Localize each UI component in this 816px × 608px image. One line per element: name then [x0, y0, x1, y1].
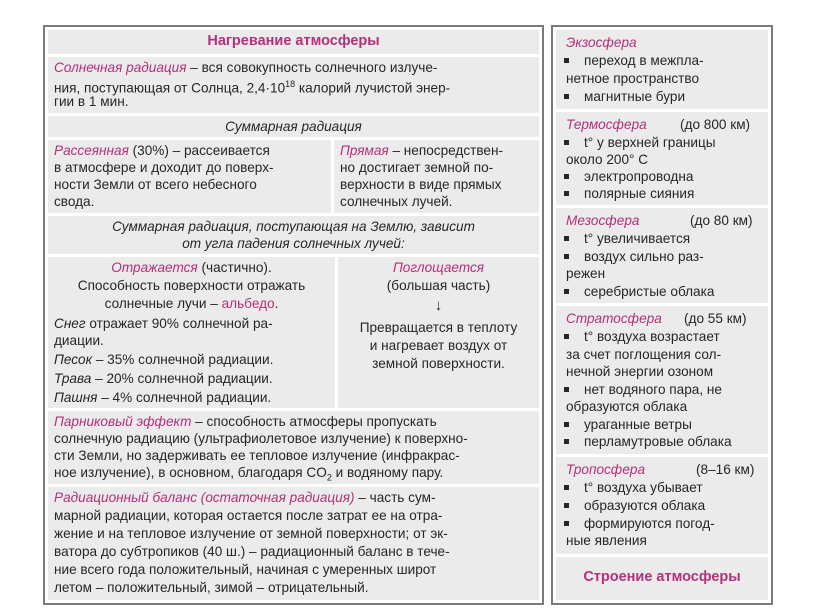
bullet-icon [564, 503, 569, 508]
co2-subscript: 2 [326, 472, 332, 483]
title-cell [48, 30, 539, 54]
reflected-text-4: отражает 90% солнечной ра- [85, 316, 273, 331]
thermosphere-item-2: электропроводна [584, 169, 694, 184]
total-radiation-header [48, 116, 539, 137]
solar-text-2b: калорий лучистой энер- [295, 80, 451, 96]
bullet-icon [564, 521, 569, 526]
scattered-text-1: (30%) – рассеивается [128, 143, 270, 158]
greenhouse-cell [48, 411, 539, 484]
reflected-text-6: – 35% солнечной радиации. [92, 352, 274, 367]
reflected-line-6 [54, 351, 273, 368]
solar-exponent: 18 [285, 79, 296, 89]
greenhouse-line-1 [54, 413, 437, 430]
direct-line-1 [340, 142, 503, 159]
reflected-line-8 [54, 389, 271, 406]
balance-line-5: ние всего года положительный, начиная с умеренных широт [54, 562, 437, 577]
scattered-term: Рассеянная [54, 143, 129, 158]
greenhouse-line-2: солнечную радиацию (ультрафиолетовое излучение) к поверхно- [54, 431, 468, 446]
greenhouse-text-4a: ное излучение), в основном, благодаря CO [54, 465, 327, 480]
absorbed-line-4: и нагревает воздух от [369, 338, 508, 353]
bullet-icon [564, 254, 569, 259]
grass-term: Трава [54, 371, 92, 386]
thermosphere-item-1a: t° у верхней границы [584, 135, 716, 150]
balance-line-4: ватора до субтропиков (40 ш.) – радиационный баланс в тече- [54, 544, 450, 559]
scattered-line-3: ности Земли от всего небесного [54, 177, 257, 192]
exosphere-cell [556, 30, 768, 109]
solar-line-3: гии в 1 мин. [54, 94, 129, 109]
bullet-icon [564, 140, 569, 145]
direct-line-3: верхности в виде прямых [340, 177, 502, 192]
absorbed-term: Поглощается [392, 260, 485, 275]
greenhouse-text-1: – способность атмосферы пропускать [191, 414, 437, 429]
depends-line-2: от угла падения солнечных лучей: [182, 236, 405, 251]
reflected-line-1 [48, 259, 335, 276]
balance-cell [48, 487, 539, 600]
greenhouse-line-4 [54, 464, 443, 487]
structure-title: Строение атмосферы [583, 569, 741, 585]
thermosphere-altitude: (до 800 км) [680, 117, 751, 132]
bullet-icon [564, 334, 569, 339]
exosphere-item-1b: нетное пространство [566, 71, 700, 86]
thermosphere-cell [556, 112, 768, 205]
reflected-line-7 [54, 370, 273, 387]
greenhouse-text-4b: и водяному пару. [331, 465, 444, 480]
bullet-icon [564, 58, 569, 63]
stratosphere-altitude: (до 55 км) [684, 311, 747, 326]
stratosphere-item-2a: нет водяного пара, не [584, 382, 722, 397]
troposphere-item-2: образуются облака [584, 498, 706, 513]
balance-line-1 [54, 489, 435, 506]
absorbed-line-2: (большая часть) [386, 278, 491, 293]
bullet-icon [564, 236, 569, 241]
balance-term: Радиационный баланс (остаточная радиация) [54, 490, 355, 505]
direct-text-1: – непосредствен- [388, 143, 504, 158]
troposphere-item-1: t° воздуха убывает [584, 480, 703, 495]
mesosphere-item-1: t° увеличивается [584, 231, 691, 246]
absorbed-cell [338, 257, 539, 408]
stratosphere-item-1c: нечной энергии озоном [566, 364, 714, 379]
albedo-term: альбедо [221, 296, 275, 311]
reflected-text-1: (частично). [197, 260, 272, 275]
reflected-term: Отражается [111, 260, 198, 275]
stratosphere-item-4: перламутровые облака [584, 434, 732, 449]
bullet-icon [564, 174, 569, 179]
scattered-cell [48, 140, 331, 213]
thermosphere-item-3: полярные сияния [584, 186, 695, 201]
bullet-icon [564, 289, 569, 294]
troposphere-item-3b: ные явления [566, 533, 647, 548]
stratosphere-item-1b: за счет поглощения сол- [566, 347, 722, 362]
bullet-icon [564, 191, 569, 196]
reflected-text-7: – 20% солнечной радиации. [91, 371, 273, 386]
direct-cell [334, 140, 539, 213]
mesosphere-item-2b: режен [566, 266, 606, 281]
troposphere-name: Тропосфера [566, 462, 646, 477]
bullet-icon [564, 387, 569, 392]
scattered-line-4: свода. [54, 194, 95, 209]
snow-term: Снег [54, 316, 86, 331]
reflected-text-3a: солнечные лучи – [104, 296, 222, 311]
solar-term: Солнечная радиация [54, 60, 187, 75]
thermosphere-item-1b: около 200° С [566, 152, 649, 167]
down-arrow-icon: ↓ [434, 297, 443, 314]
direct-line-2: но достигает земной по- [340, 160, 494, 175]
scattered-line-2: в атмосфере и доходит до поверх- [54, 160, 274, 175]
solar-text-2a: ния, поступающая от Солнца, 2,4·10 [54, 80, 286, 96]
direct-line-4: солнечных лучей. [340, 194, 453, 209]
balance-text-1: – часть сум- [354, 490, 436, 505]
stratosphere-item-2b: образуются облака [566, 399, 688, 414]
mesosphere-item-2a: воздух сильно раз- [584, 249, 704, 264]
scattered-line-1 [54, 142, 270, 159]
exosphere-item-2: магнитные бури [584, 89, 686, 104]
greenhouse-line-3: сти Земли, но задерживать ее тепловое излучение (инфракрас- [54, 448, 460, 463]
absorbed-line-5: земной поверхности. [372, 356, 505, 371]
total-radiation-label: Суммарная радиация [225, 119, 362, 134]
bullet-icon [564, 94, 569, 99]
direct-term: Прямая [340, 143, 389, 158]
balance-line-2: марной радиации, которая остается после затрат ее на отра- [54, 508, 443, 523]
troposphere-item-3a: формируются погод- [584, 516, 715, 531]
exosphere-name: Экзосфера [566, 35, 637, 50]
stratosphere-cell [556, 306, 768, 454]
greenhouse-term: Парниковый эффект [54, 414, 192, 429]
mesosphere-item-3: серебристые облака [584, 284, 715, 299]
reflected-line-4 [54, 315, 273, 332]
mesosphere-cell [556, 208, 768, 303]
bullet-icon [564, 485, 569, 490]
mesosphere-altitude: (до 80 км) [690, 213, 753, 228]
solar-line-1 [54, 59, 437, 76]
troposphere-cell [556, 457, 768, 554]
reflected-text-8: – 4% солнечной радиации. [97, 390, 272, 405]
mesosphere-name: Мезосфера [566, 213, 640, 228]
balance-line-3: жение и на тепловое излучение от земной поверхности; от эк- [54, 526, 448, 541]
bullet-icon [564, 422, 569, 427]
stratosphere-item-3: ураганные ветры [584, 417, 692, 432]
depends-cell [48, 216, 539, 254]
reflected-text-3b: . [274, 296, 279, 311]
exosphere-item-1a: переход в межпла- [584, 53, 704, 68]
troposphere-altitude: (8–16 км) [696, 462, 755, 477]
field-term: Пашня [54, 390, 98, 405]
stratosphere-item-1a: t° воздуха возрастает [584, 329, 720, 344]
bullet-icon [564, 439, 569, 444]
thermosphere-name: Термосфера [566, 117, 647, 132]
page-title: Нагревание атмосферы [207, 33, 380, 49]
balance-line-6: летом – положительный, зимой – отрицательный. [54, 580, 369, 595]
reflected-line-3 [48, 295, 335, 312]
structure-title-cell [556, 557, 768, 600]
solar-text-1: – вся совокупность солнечного излуче- [186, 60, 438, 75]
stratosphere-name: Стратосфера [566, 311, 662, 326]
depends-line-1: Суммарная радиация, поступающая на Землю, зависит [112, 219, 475, 234]
solar-radiation-cell [48, 57, 539, 113]
absorbed-line-3: Превращается в теплоту [359, 320, 518, 335]
reflected-line-2: Способность поверхности отражать [77, 278, 306, 293]
sand-term: Песок [54, 352, 93, 367]
reflected-cell [48, 257, 335, 408]
reflected-line-5: диации. [54, 333, 104, 348]
